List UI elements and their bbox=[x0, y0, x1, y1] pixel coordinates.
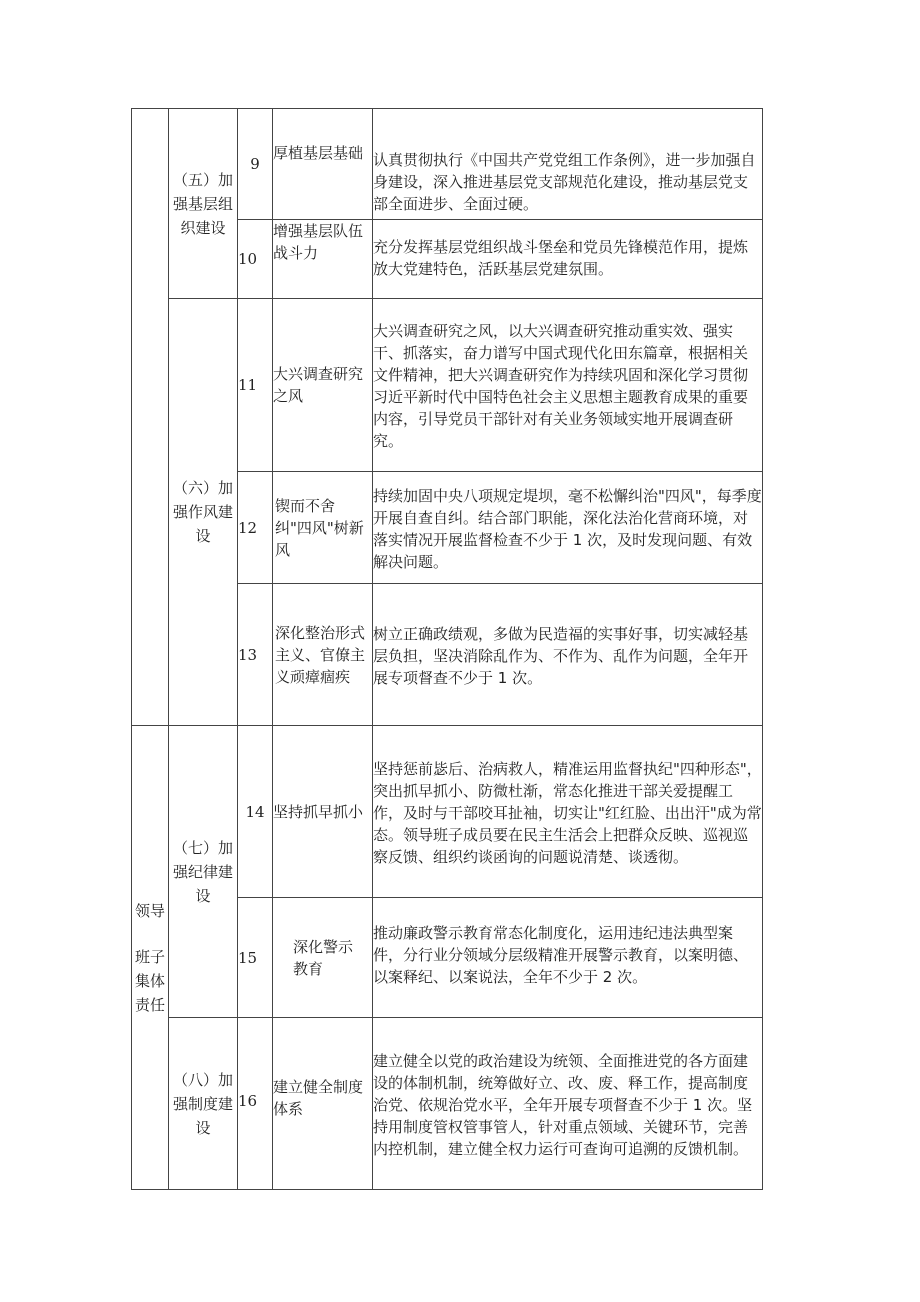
item-description bbox=[373, 109, 763, 220]
row-number: 16 bbox=[238, 1018, 273, 1190]
section-label: （六）加强作风建设 bbox=[172, 479, 233, 545]
item-description-text: 树立正确政绩观，多做为民造福的实事好事，切实减轻基层负担，坚决消除乱作为、不作为、乱作为问题，全年开展专项督查不少于 1 次。 bbox=[373, 624, 749, 687]
item-description-text: 充分发挥基层党组织战斗堡垒和党员先锋模范作用，提炼放大党建特色，活跃基层党建氛围。 bbox=[373, 238, 749, 278]
row-number: 11 bbox=[238, 299, 273, 472]
item-title: 坚持抓早抓小 bbox=[273, 726, 373, 898]
category-label-line1: 领导 bbox=[134, 901, 165, 920]
item-description bbox=[373, 584, 763, 726]
item-description bbox=[373, 726, 763, 898]
item-title: 建立健全制度体系 bbox=[273, 1018, 373, 1190]
table-row bbox=[132, 1018, 763, 1190]
item-description-text: 坚持惩前毖后、治病救人，精准运用监督执纪"四种形态"，突出抓早抓小、防微杜渐，常态化推进干部关爱提醒工作，及时与干部咬耳扯袖，切实让"红红脸、出出汗"成为常态。领导班子成员要在民主生活会上把群众反映、巡视巡察反馈、组织约谈函询的问题说清楚、谈透彻。 bbox=[373, 759, 762, 866]
item-description-text: 推动廉政警示教育常态化制度化，运用违纪违法典型案件，分行业分领域分层级精准开展警示教育，以案明德、以案释纪、以案说法，全年不少于 2 次。 bbox=[373, 924, 749, 986]
responsibility-table bbox=[131, 108, 763, 1190]
item-description-text: 建立健全以党的政治建设为统领、全面推进党的各方面建设的体制机制，统筹做好立、改、废、释工作，提高制度治党、依规治党水平，全年开展专项督查不少于 1 次。坚持用制度管权管事管人，针对重点领域、关键环节，完善内控机制，建立健全权力运行可查询可追溯的反馈机制。 bbox=[373, 1051, 753, 1158]
row-number: 9 bbox=[238, 109, 273, 220]
row-number: 14 bbox=[238, 726, 273, 898]
section-cell-7 bbox=[169, 726, 238, 1018]
section-label: （八）加强制度建设 bbox=[172, 1070, 233, 1137]
item-title: 深化整治形式主义、官僚主义顽瘴痼疾 bbox=[273, 584, 373, 726]
section-cell-5 bbox=[169, 109, 238, 299]
item-description-text: 认真贯彻执行《中国共产党党组工作条例》，进一步加强自身建设，深入推进基层党支部规范化建设，推动基层党支部全面进步、全面过硬。 bbox=[373, 151, 756, 213]
item-description bbox=[373, 220, 763, 299]
item-title: 增强基层队伍战斗力 bbox=[273, 220, 373, 299]
item-description bbox=[373, 898, 763, 1018]
item-description-text: 大兴调查研究之风，以大兴调查研究推动重实效、强实干、抓落实，奋力谱写中国式现代化田东篇章，根据相关文件精神，把大兴调查研究作为持续巩固和深化学习贯彻习近平新时代中国特色社会主义思想主题教育成果的重要内容，引导党员干部针对有关业务领域实地开展调查研究。 bbox=[373, 322, 749, 450]
row-number: 10 bbox=[238, 220, 273, 299]
category-cell bbox=[132, 726, 169, 1190]
category-label-line2: 班子集体责任 bbox=[134, 947, 165, 1014]
row-number: 12 bbox=[238, 472, 273, 584]
row-number: 15 bbox=[238, 898, 273, 1018]
category-cell-top bbox=[132, 109, 169, 726]
item-title: 厚植基层基础 bbox=[273, 109, 373, 220]
item-description bbox=[373, 299, 763, 472]
item-title: 锲而不舍纠"四风"树新风 bbox=[273, 472, 373, 584]
section-cell-8 bbox=[169, 1018, 238, 1190]
section-label: （五）加强基层组织建设 bbox=[172, 170, 233, 237]
item-description-text: 持续加固中央八项规定堤坝，毫不松懈纠治"四风"，每季度开展自查自纠。结合部门职能，深化法治化营商环境，对落实情况开展监督检查不少于 1 次，及时发现问题、有效解决问题。 bbox=[373, 486, 762, 571]
item-description bbox=[373, 472, 763, 584]
section-label: （七）加强纪律建设 bbox=[172, 838, 233, 905]
table-row bbox=[132, 299, 763, 472]
table-row bbox=[132, 726, 763, 898]
row-number: 13 bbox=[238, 584, 273, 726]
section-cell-6 bbox=[169, 299, 238, 726]
table-row bbox=[132, 109, 763, 220]
item-title: 深化警示教育 bbox=[273, 898, 373, 1018]
item-description bbox=[373, 1018, 763, 1190]
item-title: 大兴调查研究之风 bbox=[273, 299, 373, 472]
